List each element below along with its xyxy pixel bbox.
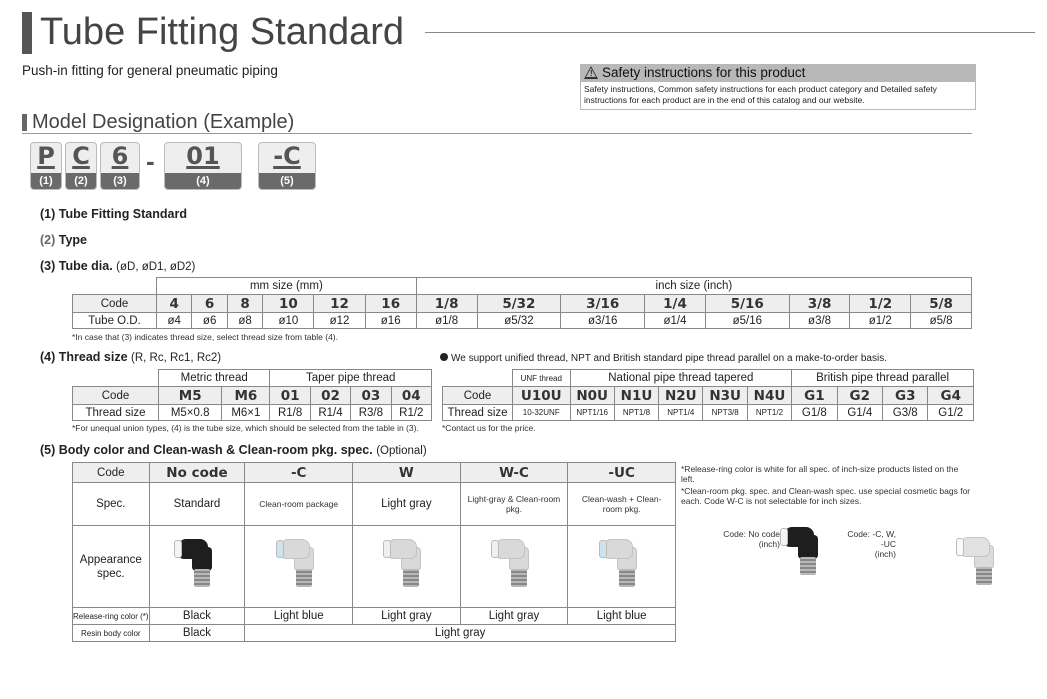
row-label-code: Code [73,387,159,405]
group-unf: UNF thread [513,370,571,387]
row-label-resin: Resin body color [73,625,150,642]
tube-od-cell: ø6 [192,313,227,329]
row-label-code: Code [443,387,513,405]
code-letter: C [72,142,90,170]
group-bsp: British pipe thread parallel [792,370,974,387]
appearance-cell [460,526,568,608]
side-note-cleanroom: *Clean-room pkg. spec. and Clean-wash spec. use special cosmetic bags for each. Code W-C is not selectable for inch sizes. [681,486,971,506]
thread-code-cell: M5 [159,387,222,405]
fitting-image-gray-inch [956,535,1002,589]
thread-note: *For unequal union types, (4) is the tube size, which should be selected from the table in (3). [72,423,419,433]
special-code-cell: U10U [513,387,571,405]
tube-code-cell: 5/32 [477,295,561,313]
color-code-cell: -UC [568,463,676,483]
title-accent-bar [22,12,32,54]
appearance-cell [149,526,245,608]
row-label-ring: Release-ring color (*) [73,608,150,625]
page-title: Tube Fitting Standard [40,11,405,53]
fitting-image [491,537,537,591]
special-thread-note: *Contact us for the price. [442,423,536,433]
color-code-cell: No code [149,463,245,483]
code-box-5 [258,142,316,190]
tube-code-cell: 6 [192,295,227,313]
caption-black: Code: No code (inch) [723,529,780,549]
thread-table [72,369,432,421]
appearance-cell [245,526,353,608]
special-code-cell: N3U [703,387,747,405]
code-letter: -C [273,142,301,170]
tube-od-cell: ø10 [263,313,314,329]
thread-size-cell: R1/8 [270,405,310,421]
tube-code-cell: 5/16 [705,295,789,313]
special-thread-table [442,369,974,421]
code-letter: P [37,142,55,170]
thread-code-cell: 04 [391,387,431,405]
section-rule [22,133,972,134]
fitting-image [383,537,429,591]
row-label-code: Code [73,295,157,313]
fitting-image-black-inch [780,525,826,579]
special-size-cell: G3/8 [883,405,928,421]
thread-size-cell: M6×1 [222,405,270,421]
tube-dia-table [72,277,972,329]
tube-od-cell: ø5/32 [477,313,561,329]
special-size-cell: NPT3/8 [703,405,747,421]
safety-title: Safety instructions for this product [602,65,806,80]
row-label-od: Tube O.D. [73,313,157,329]
code-box-1 [30,142,62,190]
safety-body: Safety instructions, Common safety instructions for each product category and Detailed safety instructions for each product are in the end of this catalog and our website. [580,82,976,110]
tube-od-cell: ø16 [365,313,416,329]
bullet-icon [440,353,448,361]
tube-code-cell: 3/16 [561,295,645,313]
appearance-cell [353,526,461,608]
group-mm: mm size (mm) [157,278,417,295]
spec-cell: Clean-wash + Clean-room pkg. [568,483,676,526]
code-number: (2) [66,173,96,189]
special-code-cell: N2U [659,387,703,405]
ring-color-cell: Black [149,608,245,625]
thread-size-cell: R1/4 [310,405,350,421]
appearance-cell [568,526,676,608]
tube-od-cell: ø12 [314,313,365,329]
page-subtitle: Push-in fitting for general pneumatic piping [22,63,278,78]
code-number: (4) [165,173,241,189]
special-code-cell: G1 [792,387,837,405]
row-label-spec: Spec. [73,483,150,526]
tube-code-cell: 3/8 [789,295,850,313]
code-number: (3) [101,173,139,189]
ring-color-cell: Light gray [460,608,568,625]
tube-code-cell: 16 [365,295,416,313]
tube-code-cell: 12 [314,295,365,313]
ring-color-cell: Light blue [568,608,676,625]
code-box-2 [65,142,97,190]
code-box-4 [164,142,242,190]
code-number: (5) [259,173,315,189]
resin-cell: Light gray [245,625,676,642]
thread-code-cell: M6 [222,387,270,405]
fitting-image [174,537,220,591]
spec-cell: Light gray [353,483,461,526]
special-code-cell: N1U [614,387,658,405]
ring-color-cell: Light blue [245,608,353,625]
tube-od-cell: ø1/8 [416,313,477,329]
tube-code-cell: 10 [263,295,314,313]
color-code-cell: W-C [460,463,568,483]
color-code-cell: -C [245,463,353,483]
special-size-cell: G1/4 [837,405,882,421]
fitting-image [599,537,645,591]
thread-size-cell: R1/2 [391,405,431,421]
spec-cell: Clean-room package [245,483,353,526]
warning-icon: ! [584,66,598,79]
thread-code-cell: 01 [270,387,310,405]
special-code-cell: N0U [570,387,614,405]
section-title: Model Designation (Example) [32,111,295,133]
tube-code-cell: 5/8 [911,295,972,313]
tube-od-cell: ø3/8 [789,313,850,329]
tube-od-cell: ø5/16 [705,313,789,329]
row-label-appearance: Appearance spec. [73,526,150,608]
label-body-color: (5) Body color and Clean-wash & Clean-room pkg. spec. (Optional) [40,443,427,457]
code-letter: 6 [111,142,129,170]
group-taper: Taper pipe thread [270,370,432,387]
thread-code-cell: 03 [351,387,391,405]
row-label-code: Code [73,463,150,483]
safety-notice [580,64,976,110]
special-size-cell: G1/2 [928,405,974,421]
special-code-cell: N4U [747,387,791,405]
label-tube-dia: (3) Tube dia. (øD, øD1, øD2) [40,259,196,273]
label-tube-fitting: (1) Tube Fitting Standard [40,207,187,221]
thread-size-cell: R3/8 [351,405,391,421]
special-code-cell: G4 [928,387,974,405]
side-note-ring: *Release-ring color is white for all spec. of inch-size products listed on the left. [681,464,959,484]
thread-code-cell: 02 [310,387,350,405]
code-number: (1) [31,173,61,189]
special-code-cell: G3 [883,387,928,405]
special-thread-bullet: We support unified thread, NPT and British standard pipe thread parallel on a make-to-order basis. [440,353,887,364]
section-marker [22,114,27,131]
special-size-cell: NPT1/2 [747,405,791,421]
tube-code-cell: 4 [157,295,192,313]
tube-od-cell: ø3/16 [561,313,645,329]
special-size-cell: G1/8 [792,405,837,421]
tube-code-cell: 8 [227,295,262,313]
color-table [72,462,676,642]
group-metric: Metric thread [159,370,270,387]
safety-header[interactable] [580,64,976,82]
spec-cell: Light-gray & Clean-room pkg. [460,483,568,526]
tube-od-cell: ø8 [227,313,262,329]
special-size-cell: NPT1/16 [570,405,614,421]
tube-od-cell: ø1/4 [645,313,706,329]
tube-od-cell: ø5/8 [911,313,972,329]
row-label-thread-size: Thread size [443,405,513,421]
thread-size-cell: M5×0.8 [159,405,222,421]
row-label-thread-size: Thread size [73,405,159,421]
special-size-cell: NPT1/8 [614,405,658,421]
spec-cell: Standard [149,483,245,526]
label-thread-size: (4) Thread size (R, Rc, Rc1, Rc2) [40,350,222,364]
caption-gray: Code: -C, W, -UC (inch) [847,529,896,559]
group-npt: National pipe thread tapered [570,370,792,387]
tube-code-cell: 1/8 [416,295,477,313]
special-size-cell: NPT1/4 [659,405,703,421]
special-code-cell: G2 [837,387,882,405]
tube-od-cell: ø1/2 [850,313,911,329]
title-rule [425,32,1035,33]
ring-color-cell: Light gray [353,608,461,625]
tube-note: *In case that (3) indicates thread size, select thread size from table (4). [72,332,338,342]
group-inch: inch size (inch) [416,278,971,295]
resin-cell: Black [149,625,245,642]
fitting-image [276,537,322,591]
color-code-cell: W [353,463,461,483]
code-dash: - [146,146,155,176]
code-box-3 [100,142,140,190]
special-size-cell: 10-32UNF [513,405,571,421]
label-type: (2) Type [40,233,88,247]
code-letter: 01 [186,142,220,170]
tube-od-cell: ø4 [157,313,192,329]
tube-code-cell: 1/4 [645,295,706,313]
tube-code-cell: 1/2 [850,295,911,313]
